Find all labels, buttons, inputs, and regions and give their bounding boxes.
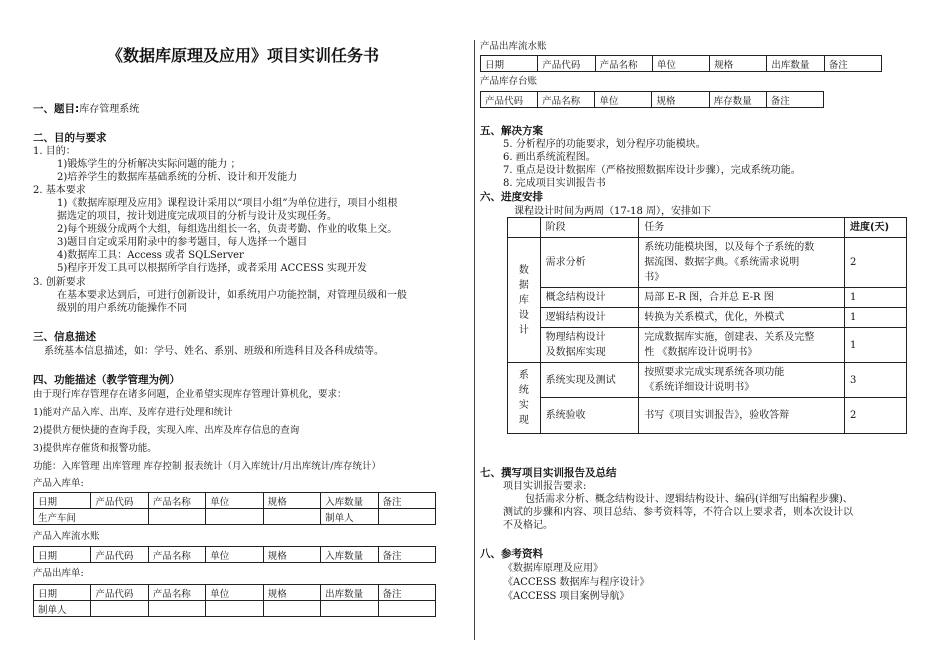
table-cell: 库存数量 bbox=[709, 92, 766, 108]
table-cell: 单位 bbox=[595, 92, 652, 108]
schedule-head-progress: 进度(天) bbox=[844, 218, 906, 238]
innovation-text-2: 级别的用户系统功能操作不同 bbox=[57, 303, 187, 314]
section-8-heading: 八、参考资料 bbox=[480, 548, 543, 560]
table-cell: 单位 bbox=[652, 56, 709, 72]
basic-req-5: 5)程序开发工具可以根据所学自行选择，或者采用 ACCESS 实现开发 bbox=[57, 263, 367, 274]
table-cell: 产品名称 bbox=[595, 56, 652, 72]
schedule-intro: 课程设计时间为两周（17-18 周），安排如下 bbox=[514, 206, 712, 217]
phase-cell: 系统验收 bbox=[540, 398, 639, 434]
inbound-form-label: 产品入库单: bbox=[33, 478, 84, 489]
days-cell: 2 bbox=[844, 398, 906, 434]
table-row bbox=[508, 328, 907, 363]
phase-line: 物理结构设计 bbox=[545, 332, 606, 343]
table-row bbox=[508, 398, 907, 434]
table-row bbox=[508, 363, 907, 398]
table-cell: 规格 bbox=[263, 547, 320, 563]
section-6-heading: 六、进度安排 bbox=[480, 191, 543, 203]
document-title: 《数据库原理及应用》项目实训任务书 bbox=[107, 46, 380, 65]
purpose-label: 1. 目的： bbox=[33, 146, 76, 157]
inbound-form-table bbox=[33, 492, 436, 525]
table-row bbox=[508, 308, 907, 328]
table-row bbox=[481, 92, 824, 108]
table-cell bbox=[148, 509, 205, 525]
table-cell: 产品代码 bbox=[538, 56, 595, 72]
table-cell: 制单人 bbox=[321, 509, 378, 525]
table-cell: 备注 bbox=[824, 56, 881, 72]
table-cell bbox=[321, 601, 378, 617]
section-3-heading: 三、信息描述 bbox=[33, 331, 96, 343]
reference-item: 《数据库原理及应用》 bbox=[503, 563, 603, 574]
group-db-design bbox=[508, 238, 541, 363]
table-cell bbox=[148, 601, 205, 617]
table-cell: 产品名称 bbox=[148, 585, 205, 601]
group-char: 库 bbox=[518, 294, 529, 306]
table-cell bbox=[206, 509, 263, 525]
task-line: 完成数据库实施，创建表、关系及完整 bbox=[644, 332, 815, 343]
schedule-head-task: 任务 bbox=[639, 218, 845, 238]
table-cell: 产品名称 bbox=[538, 92, 595, 108]
group-char: 计 bbox=[518, 324, 529, 336]
table-cell: 规格 bbox=[710, 56, 767, 72]
days-cell: 2 bbox=[844, 238, 906, 288]
outbound-form-label: 产品出库单: bbox=[33, 568, 84, 579]
task-cell: 局部 E-R 图，合并总 E-R 图 bbox=[639, 288, 845, 308]
task-line: 据流图、数据字典。《系统需求说明 bbox=[644, 257, 800, 268]
table-cell bbox=[206, 601, 263, 617]
table-cell: 生产车间 bbox=[34, 509, 149, 525]
outbound-form-table bbox=[33, 584, 436, 617]
table-row bbox=[508, 238, 907, 288]
phase-cell: 需求分析 bbox=[540, 238, 639, 288]
table-row bbox=[34, 585, 436, 601]
solution-item-7: 7. 重点是设计数据库（严格按照数据库设计步骤），完成系统功能。 bbox=[503, 165, 801, 176]
table-row bbox=[34, 493, 436, 509]
table-cell bbox=[263, 601, 320, 617]
section-1 bbox=[33, 103, 139, 116]
group-char: 现 bbox=[518, 415, 529, 426]
table-cell: 日期 bbox=[34, 547, 91, 563]
basic-req-3: 3)题目自定或采用附录中的参考题目，每人选择一个题目 bbox=[57, 237, 308, 248]
innovation-label: 3. 创新要求 bbox=[33, 277, 86, 288]
table-cell: 规格 bbox=[263, 493, 320, 509]
table-cell bbox=[508, 218, 541, 238]
phase-cell: 逻辑结构设计 bbox=[540, 308, 639, 328]
group-char: 数 bbox=[518, 264, 529, 276]
days-cell: 1 bbox=[844, 308, 906, 328]
phase-cell bbox=[540, 328, 639, 363]
task-line: 按照要求完成实现系统各项功能 bbox=[644, 367, 785, 378]
table-row bbox=[508, 218, 907, 238]
solution-item-8: 8. 完成项目实训报告书 bbox=[503, 178, 606, 189]
table-cell: 日期 bbox=[481, 56, 538, 72]
table-cell: 单位 bbox=[206, 493, 263, 509]
task-cell bbox=[639, 238, 845, 288]
report-req-1: 包括需求分析、概念结构设计、逻辑结构设计、编码(详细写出编程步骤)、 bbox=[525, 494, 853, 505]
table-cell bbox=[91, 601, 148, 617]
func-item-2: 2)提供方便快捷的查询手段，实现入库、出库及库存信息的查询 bbox=[33, 425, 300, 436]
table-cell: 日期 bbox=[34, 585, 91, 601]
task-cell bbox=[639, 328, 845, 363]
func-item-1: 1)能对产品入库、出库、及库存进行处理和统计 bbox=[33, 407, 233, 418]
table-cell: 出库数量 bbox=[321, 585, 378, 601]
report-req-label: 项目实训报告要求: bbox=[503, 481, 587, 492]
table-cell: 出库数量 bbox=[767, 56, 824, 72]
table-cell bbox=[378, 509, 435, 525]
task-cell: 转换为关系模式，优化，外模式 bbox=[639, 308, 845, 328]
section-5-heading: 五、解决方案 bbox=[480, 125, 543, 137]
table-cell: 产品代码 bbox=[91, 585, 148, 601]
reference-item: 《ACCESS 数据库与程序设计》 bbox=[503, 577, 650, 588]
inbound-ledger-label: 产品入库流水账 bbox=[33, 531, 100, 542]
topic-text: 库存管理系统 bbox=[79, 104, 140, 115]
report-req-3: 不及格记。 bbox=[503, 520, 553, 531]
task-cell: 书写《项目实训报告》，验收答辩 bbox=[639, 398, 845, 434]
table-cell bbox=[263, 509, 320, 525]
table-cell: 入库数量 bbox=[321, 493, 378, 509]
table-row bbox=[34, 601, 436, 617]
solution-item-5: 5. 分析程序的功能要求，划分程序功能模块。 bbox=[503, 139, 706, 150]
table-cell: 入库数量 bbox=[321, 547, 378, 563]
report-req-2: 测试的步骤和内容、项目总结、参考资料等，不符合以上要求者，则本次设计以 bbox=[503, 507, 853, 518]
table-row bbox=[34, 509, 436, 525]
group-char: 系 bbox=[518, 370, 529, 381]
table-cell: 产品名称 bbox=[148, 493, 205, 509]
section-1-heading: 一、题目: bbox=[33, 103, 80, 115]
group-char: 设 bbox=[518, 309, 529, 321]
table-row bbox=[481, 56, 882, 72]
phase-cell: 系统实现及测试 bbox=[540, 363, 639, 398]
table-row bbox=[34, 547, 436, 563]
task-cell bbox=[639, 363, 845, 398]
column-divider bbox=[474, 40, 475, 640]
table-cell: 单位 bbox=[206, 547, 263, 563]
info-description: 系统基本信息描述，如：学号、姓名、系别、班级和所选科目及各科成绩等。 bbox=[44, 346, 384, 357]
group-char: 实 bbox=[518, 400, 529, 411]
group-char: 统 bbox=[518, 385, 529, 396]
schedule-head-phase: 阶段 bbox=[540, 218, 639, 238]
inbound-ledger-table bbox=[33, 546, 436, 563]
table-cell: 单位 bbox=[206, 585, 263, 601]
outbound-ledger-label: 产品出库流水账 bbox=[480, 41, 547, 52]
inventory-ledger-label: 产品库存台账 bbox=[480, 76, 538, 87]
task-line: 系统功能模块图，以及每个子系统的数 bbox=[644, 242, 815, 253]
outbound-ledger-table bbox=[480, 55, 882, 72]
table-cell: 备注 bbox=[378, 547, 435, 563]
func-intro: 由于现行库存管理存在诸多问题，企业希望实现库存管理计算机化，要求： bbox=[33, 389, 347, 400]
table-row bbox=[508, 288, 907, 308]
func-item-3: 3)提供库存催货和报警功能。 bbox=[33, 443, 157, 454]
section-4-heading: 四、功能描述（教学管理为例） bbox=[33, 374, 180, 386]
basic-req-4: 4)数据库工具：Access 或者 SQLServer bbox=[57, 250, 244, 261]
table-cell: 规格 bbox=[652, 92, 709, 108]
table-cell: 备注 bbox=[766, 92, 823, 108]
inventory-ledger-table bbox=[480, 91, 824, 108]
basic-req-label: 2. 基本要求 bbox=[33, 185, 86, 196]
reference-item: 《ACCESS 项目案例导航》 bbox=[503, 591, 630, 602]
table-cell: 产品代码 bbox=[481, 92, 538, 108]
purpose-item-1: 1)锻炼学生的分析解决实际问题的能力 ； bbox=[57, 159, 241, 170]
task-line: 书》 bbox=[644, 272, 665, 283]
task-line: 《系统详细设计说明书》 bbox=[644, 382, 755, 393]
basic-req-2: 2)每个班级分成两个大组，每组选出组长一名，负责考勤、作业的收集上交。 bbox=[57, 224, 398, 235]
phase-cell: 概念结构设计 bbox=[540, 288, 639, 308]
basic-req-1b: 据选定的项目，按计划进度完成项目的分析与设计及实现任务。 bbox=[57, 211, 337, 222]
table-cell: 产品代码 bbox=[91, 547, 148, 563]
table-cell: 备注 bbox=[378, 493, 435, 509]
days-cell: 1 bbox=[844, 328, 906, 363]
table-cell bbox=[378, 601, 435, 617]
table-cell: 产品代码 bbox=[91, 493, 148, 509]
schedule-table bbox=[507, 217, 907, 434]
table-cell: 规格 bbox=[263, 585, 320, 601]
group-sys-impl bbox=[508, 363, 541, 434]
purpose-item-2: 2)培养学生的数据库基础系统的分析、设计和开发能力 bbox=[57, 172, 298, 183]
task-line: 性 《数据库设计说明书》 bbox=[644, 347, 758, 358]
basic-req-1a: 1)《数据库原理及应用》课程设计采用以“项目小组”为单位进行，项目小组根 bbox=[57, 198, 398, 209]
phase-line: 及数据库实现 bbox=[545, 347, 606, 358]
innovation-text-1: 在基本要求达到后，可进行创新设计，如系统用户功能控制，对管理员级和一般 bbox=[57, 290, 407, 301]
days-cell: 1 bbox=[844, 288, 906, 308]
table-cell: 产品名称 bbox=[148, 547, 205, 563]
group-char: 据 bbox=[518, 279, 529, 291]
table-cell: 备注 bbox=[378, 585, 435, 601]
func-summary: 功能：入库管理 出库管理 库存控制 报表统计（月入库统计/月出库统计/库存统计） bbox=[33, 461, 381, 472]
section-2-heading: 二、目的与要求 bbox=[33, 132, 107, 144]
section-7-heading: 七、撰写项目实训报告及总结 bbox=[480, 467, 617, 479]
solution-item-6: 6. 画出系统流程图。 bbox=[503, 152, 596, 163]
table-cell: 日期 bbox=[34, 493, 91, 509]
table-cell: 制单人 bbox=[34, 601, 91, 617]
days-cell: 3 bbox=[844, 363, 906, 398]
